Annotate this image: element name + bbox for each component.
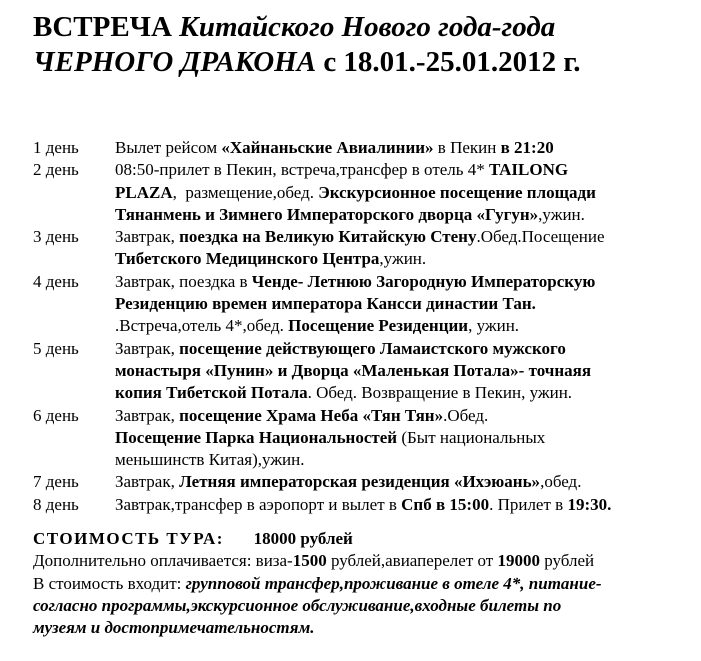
text-line [115,293,695,315]
day-label: 8 день [33,494,79,514]
text-segment: ВСТРЕЧА [33,11,180,43]
text-segment: PLAZA [115,182,173,202]
day-description [115,159,695,226]
text-segment: Спб в 15:00 [401,494,490,514]
text-line [115,204,695,226]
text-segment: 08:50-прилет в Пекин, встреча,трансфер в отель 4* [115,160,490,180]
text-segment: Завтрак, [115,338,180,358]
day-description [115,471,695,493]
text-segment: Тибетского Медицинского Центра [115,249,380,269]
text-segment: Завтрак, [115,227,180,247]
day-description [115,271,695,338]
text-segment: СТОИМОСТЬ ТУРА: [33,529,224,549]
day-row [33,471,695,493]
text-segment: музеям и достопримечательностям. [33,618,315,638]
text-segment: Вылет рейсом [115,138,222,157]
text-segment: . Прилет в [489,494,568,514]
text-segment: монастыря «Пунин» и Дворца «Маленькая Потала»- точнаяя [115,360,592,380]
text-segment: посещение действующего Ламаистского мужского [179,338,566,358]
itinerary-table [33,137,695,516]
text-line [115,159,695,181]
text-segment: 1500 [292,551,327,571]
text-segment: посещение Храма Неба «Тян Тян» [179,405,444,425]
text-line [115,471,695,493]
text-segment: «Хайнаньские Авиалинии» [221,138,434,157]
text-segment: Китайского Нового года-года [179,11,556,43]
text-segment: Завтрак, [115,472,180,492]
text-line [115,338,695,360]
text-segment: с 18.01.-25.01.2012 г. [323,46,581,78]
day-row [33,494,695,516]
text-segment: Посещение Парка Национальностей [115,427,402,447]
text-line [33,595,695,617]
day-label: 4 день [33,271,79,291]
text-line [115,360,695,382]
text-segment: меньшинств Китая),ужин. [115,450,305,470]
day-label: 5 день [33,338,79,358]
text-segment: ,ужин. [538,204,585,224]
text-segment: Экскурсионное посещение площади [318,182,596,202]
text-segment: рублей [539,551,595,571]
text-segment: поездка на Великую Китайскую Стену [179,227,477,247]
text-segment: .Обед. [443,405,489,425]
text-segment: рублей,авиаперелет от [326,551,498,571]
text-segment: , размещение,обед. [172,182,319,202]
text-segment [224,529,254,548]
text-segment: Летняя императорская резиденция «Ихэюань» [179,472,541,492]
text-line [115,382,695,404]
text-segment: ЧЕРНОГО ДРАКОНА [33,46,324,78]
text-segment: . Обед. Возвращение в Пекин, ужин. [307,383,573,403]
text-line [115,248,695,270]
day-row [33,338,695,405]
day-label: 1 день [33,138,79,157]
text-line [115,427,695,449]
day-label: 3 день [33,227,79,247]
text-segment: В стоимость входит: [33,573,186,593]
day-description [115,405,695,472]
text-segment: (Быт национальных [401,427,546,447]
text-segment: Завтрак,трансфер в аэропорт и вылет в [115,494,402,514]
text-segment: в Пекин [433,138,501,157]
text-segment: копия Тибетской Потала [115,383,308,403]
text-segment: в 21:20 [500,138,554,157]
text-line [115,494,695,516]
text-segment: Тянанмень и Зимнего Императорского дворца «Гугун» [115,204,539,224]
text-segment: , ужин. [468,316,520,336]
text-line [115,405,695,427]
text-segment: Резиденцию времен императора Кансси династии Тан. [115,294,536,314]
text-line [115,271,695,293]
text-line [33,550,695,572]
text-segment: ,ужин. [379,249,427,269]
day-label: 7 день [33,472,79,492]
text-segment: 19000 [497,551,540,571]
text-segment: 18000 рублей [253,529,353,549]
text-line [33,528,695,550]
day-row [33,271,695,338]
day-description [115,338,695,405]
day-label: 6 день [33,405,79,425]
text-line [115,182,695,204]
text-segment: .Встреча,отель 4*,обед. [115,316,289,336]
day-row [33,137,695,159]
text-line [33,10,695,45]
day-row [33,405,695,472]
day-row [33,159,695,226]
day-row [33,226,695,271]
text-segment: согласно программы,экскурсионное обслуживание,входные билеты по [33,595,562,615]
day-description [115,494,695,516]
text-segment: Завтрак, поездка в [115,271,252,291]
day-description [115,226,695,271]
text-segment: ,обед. [540,472,582,492]
text-segment: Посещение Резиденции [288,316,469,336]
text-line [33,573,695,595]
day-label: 2 день [33,160,79,180]
text-segment: Ченде- Летнюю Загородную Императорскую [251,271,596,291]
text-line [33,45,695,80]
text-line [115,226,695,248]
pricing-section [33,528,695,639]
text-segment: 19:30. [567,494,612,514]
text-line [33,617,695,639]
text-segment: Завтрак, [115,405,180,425]
document-title [33,10,695,80]
text-segment: .Обед.Посещение [476,227,605,247]
text-segment: TAILONG [489,160,569,180]
text-line [115,449,695,471]
text-segment: Дополнительно оплачивается: виза- [33,551,293,571]
text-line [115,137,695,159]
text-line [115,315,695,337]
text-segment: групповой трансфер,проживание в отеле 4*, питание- [185,573,602,593]
day-description [115,137,695,159]
